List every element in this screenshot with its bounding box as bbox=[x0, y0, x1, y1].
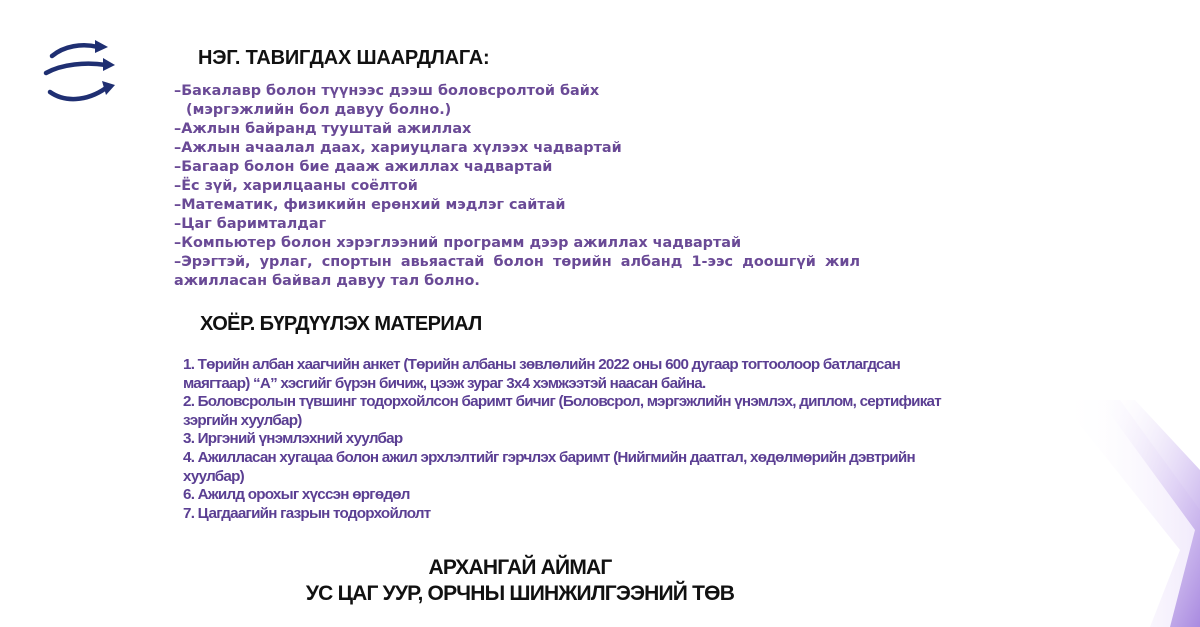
material-item: 3. Иргэний үнэмлэхний хуулбар bbox=[183, 430, 403, 448]
requirement-item: –Ажлын байранд тууштай ажиллах bbox=[174, 121, 472, 137]
material-item: 2. Боловсролын түвшинг тодорхойлсон баримт бичиг (Боловсрол, мэргэжлийн үнэмлэх, диплом, сертификат зэргийн хуулбар) bbox=[183, 393, 941, 429]
material-item: 7. Цагдаагийн газрын тодорхойлолт bbox=[183, 504, 431, 522]
globe-arrows-icon bbox=[40, 34, 120, 110]
requirements-list bbox=[174, 82, 860, 291]
materials-title: ХОЁР. БҮРДҮҮЛЭХ МАТЕРИАЛ bbox=[200, 313, 482, 335]
requirement-item: (мэргэжлийн бол давуу болно.) bbox=[186, 102, 452, 118]
requirements-title: НЭГ. ТАВИГДАХ ШААРДЛАГА: bbox=[198, 47, 490, 69]
organization-name: УС ЦАГ УУР, ОРЧНЫ ШИНЖИЛГЭЭНИЙ ТӨВ bbox=[305, 582, 735, 605]
requirement-item: –Эрэгтэй, урлаг, спортын авьяастай болон төрийн албанд 1-ээс доошгүй жил ажилласан байвал давуу тал болно. bbox=[174, 254, 860, 289]
requirement-item: –Компьютер болон хэрэглээний программ дээр ажиллах чадвартай bbox=[174, 235, 742, 251]
requirement-item: –Багаар болон бие дааж ажиллах чадвартай bbox=[174, 159, 553, 175]
requirement-item: –Цаг баримталдаг bbox=[174, 216, 327, 232]
requirement-item: –Бакалавр болон түүнээс дээш боловсролтой байх bbox=[174, 83, 600, 99]
requirement-item: –Ёс зүй, харилцааны соёлтой bbox=[174, 178, 418, 194]
material-item: 6. Ажилд орохыг хүссэн өргөдөл bbox=[183, 486, 410, 504]
corner-gradient-decoration bbox=[1030, 400, 1200, 627]
material-item: 1. Төрийн албан хаагчийн анкет (Төрийн албаны зөвлөлийн 2022 оны 600 дугаар тогтоолоор батлагдсан маягтаар) “А” хэсгийг бүрэн бичиж, цээж зураг 3х4 хэмжээтэй наасан байна. bbox=[183, 356, 901, 392]
material-item: 4. Ажилласан хугацаа болон ажил эрхлэлтийг гэрчлэх баримт (Нийгмийн даатгал, хөдөлмөрийн дэвтрийн хуулбар) bbox=[183, 448, 915, 485]
materials-list bbox=[183, 356, 943, 523]
requirement-item: –Ажлын ачаалал даах, хариуцлага хүлээх чадвартай bbox=[174, 140, 622, 156]
requirement-item: –Математик, физикийн ерөнхий мэдлэг сайтай bbox=[174, 197, 566, 213]
organization-aimag: АРХАНГАЙ АЙМАГ bbox=[428, 556, 612, 579]
